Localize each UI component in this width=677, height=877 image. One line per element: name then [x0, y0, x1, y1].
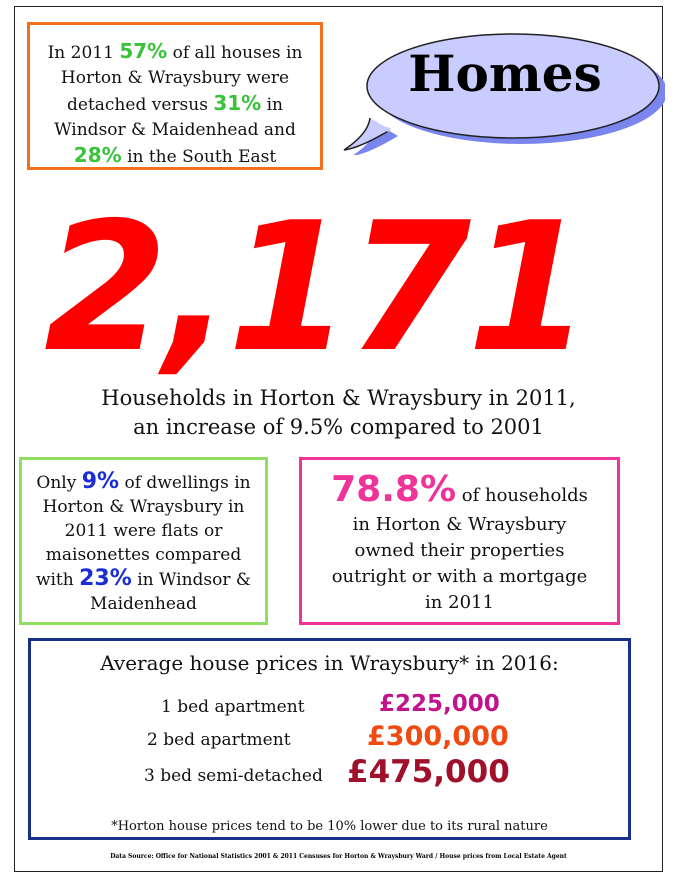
- households-number: 2,171: [44, 184, 588, 391]
- households-caption: [20, 384, 657, 442]
- price-row-value-2: £300,000: [367, 721, 509, 752]
- prices-footnote: *Horton house prices tend to be 10% lower due to its rural nature: [111, 819, 548, 834]
- detached-mid-text-2: in Windsor & Maidenhead and: [54, 95, 296, 140]
- flats-box: [19, 457, 268, 625]
- page-title: Homes: [408, 44, 602, 103]
- price-row-label-1: 1 bed apartment: [161, 697, 305, 717]
- households-line-2: an increase of 9.5% compared to 2001: [133, 415, 544, 439]
- data-source: Data Source: Office for National Statistics 2001 & 2011 Censuses for Horton & Wraysbury Ward / House prices from Local Estate Agent: [110, 853, 567, 860]
- flats-mid-text: of dwellings in Horton & Wraysbury in 2011 were flats or maisonettes compared with: [35, 473, 251, 590]
- price-row-label-3: 3 bed semi-detached: [144, 766, 323, 786]
- price-row-label-2: 2 bed apartment: [147, 730, 291, 750]
- detached-houses-box: [27, 22, 323, 170]
- detached-pct-southeast: 28%: [73, 143, 122, 167]
- house-prices-box: [28, 638, 631, 840]
- flats-pct-windsor: 23%: [79, 566, 132, 591]
- detached-mid-text: of all houses in Horton & Wraysbury were detached versus: [60, 43, 303, 115]
- owned-box: [299, 457, 620, 625]
- detached-pct-horton: 57%: [119, 39, 168, 63]
- detached-prefix: In 2011: [47, 43, 114, 63]
- detached-suffix: in the South East: [127, 147, 277, 167]
- flats-suffix: in Windsor & Maidenhead: [90, 570, 252, 614]
- owned-line-1: of households: [461, 485, 588, 506]
- price-row-value-1: £225,000: [379, 691, 500, 717]
- owned-line-3: owned their properties: [354, 540, 565, 561]
- price-row-value-3: £475,000: [347, 754, 510, 790]
- households-line-1: Households in Horton & Wraysbury in 2011,: [101, 386, 576, 410]
- detached-pct-windsor: 31%: [213, 91, 262, 115]
- flats-pct-horton: 9%: [81, 469, 120, 494]
- owned-line-4: outright or with a mortgage: [331, 566, 588, 587]
- owned-pct: 78.8%: [331, 469, 457, 510]
- flats-prefix: Only: [36, 473, 77, 493]
- owned-line-2: in Horton & Wraysbury: [352, 514, 567, 535]
- prices-title: Average house prices in Wraysbury* in 2016:: [100, 651, 559, 675]
- owned-line-5: in 2011: [425, 592, 494, 613]
